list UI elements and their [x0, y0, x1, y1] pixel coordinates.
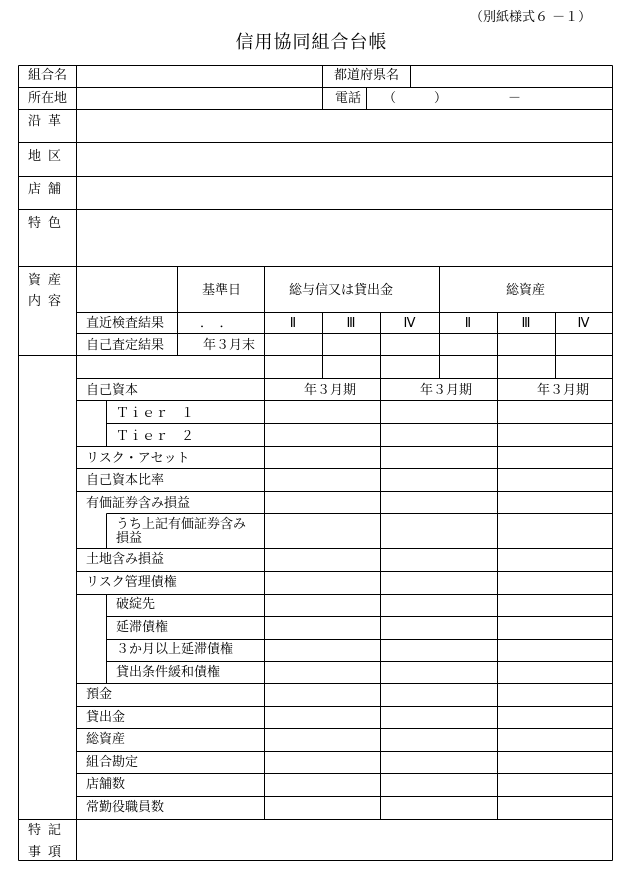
total-credit-header: 総与信又は貸出金: [289, 283, 394, 298]
period-header-2: 年３月期: [420, 383, 473, 398]
history-label: 沿革: [28, 114, 69, 129]
remarks-label-line2: 事項: [28, 845, 69, 860]
securities-sub-label-1: うち上記有価証券含み: [116, 517, 247, 532]
inspection-date: ． ．: [200, 316, 233, 331]
assets-label-line1: 資産: [28, 273, 69, 288]
securities-sub-label-2: 損益: [116, 531, 143, 546]
self-assessment-date: 年３月末: [203, 338, 256, 353]
period-header-3: 年３月期: [537, 383, 590, 398]
assets-category-4: Ⅳ: [577, 316, 590, 331]
union-name-field[interactable]: [77, 66, 322, 86]
staff-count-label: 常勤役職員数: [86, 800, 165, 815]
tier1-label: Ｔｉｅｒ １: [116, 406, 195, 421]
location-field[interactable]: [77, 88, 322, 108]
risk-claims-label: リスク管理債権: [86, 575, 177, 590]
loans-label: 貸出金: [86, 710, 126, 725]
features-label: 特色: [28, 216, 69, 231]
delinquent-label: 延滞債権: [116, 620, 169, 635]
phone-close-paren: ）: [434, 91, 448, 106]
bankrupt-label: 破綻先: [116, 597, 156, 612]
risk-asset-label: リスク・アセット: [86, 451, 190, 466]
tier2-label: Ｔｉｅｒ ２: [116, 429, 195, 444]
delinquent-3m-label: ３か月以上延滞債権: [116, 642, 234, 657]
branches-label: 店舗: [28, 182, 69, 197]
prefecture-label: 都道府県名: [334, 68, 400, 83]
phone-open-paren: （: [383, 91, 397, 106]
union-account-label: 組合勘定: [86, 755, 139, 770]
assets-category-2: Ⅱ: [464, 316, 472, 331]
assets-category-3: Ⅲ: [521, 316, 531, 331]
total-assets-header: 総資産: [506, 283, 546, 298]
document-title: 信用協同組合台帳: [235, 32, 388, 53]
phone-dash: －: [508, 91, 522, 106]
own-capital-label: 自己資本: [86, 383, 139, 398]
district-field[interactable]: [77, 143, 612, 175]
latest-inspection-label: 直近検査結果: [86, 316, 165, 331]
land-gain-label: 土地含み損益: [86, 552, 165, 567]
remarks-label-line1: 特記: [28, 823, 69, 838]
capital-ratio-label: 自己資本比率: [86, 473, 165, 488]
remarks-field[interactable]: [77, 820, 612, 860]
base-date-header: 基準日: [202, 283, 242, 298]
restructured-label: 貸出条件緩和債権: [116, 665, 221, 680]
period-header-1: 年３月期: [304, 383, 357, 398]
history-field[interactable]: [77, 110, 612, 140]
deposits-label: 預金: [86, 687, 113, 702]
credit-category-4: Ⅳ: [403, 316, 416, 331]
total-assets-row-label: 総資産: [86, 732, 126, 747]
features-field[interactable]: [77, 211, 612, 265]
assets-label-line2: 内容: [28, 294, 69, 309]
union-name-label: 組合名: [28, 68, 68, 83]
branch-count-label: 店舗数: [86, 777, 126, 792]
prefecture-field[interactable]: [410, 66, 612, 86]
credit-category-2: Ⅱ: [289, 316, 297, 331]
branches-field[interactable]: [77, 178, 612, 208]
location-label: 所在地: [28, 91, 68, 106]
securities-gain-label: 有価証券含み損益: [86, 496, 191, 511]
district-label: 地区: [28, 149, 69, 164]
credit-category-3: Ⅲ: [346, 316, 356, 331]
phone-label: 電話: [335, 91, 362, 106]
form-number: （別紙様式６ －１）: [470, 10, 592, 25]
self-assessment-label: 自己査定結果: [86, 338, 165, 353]
